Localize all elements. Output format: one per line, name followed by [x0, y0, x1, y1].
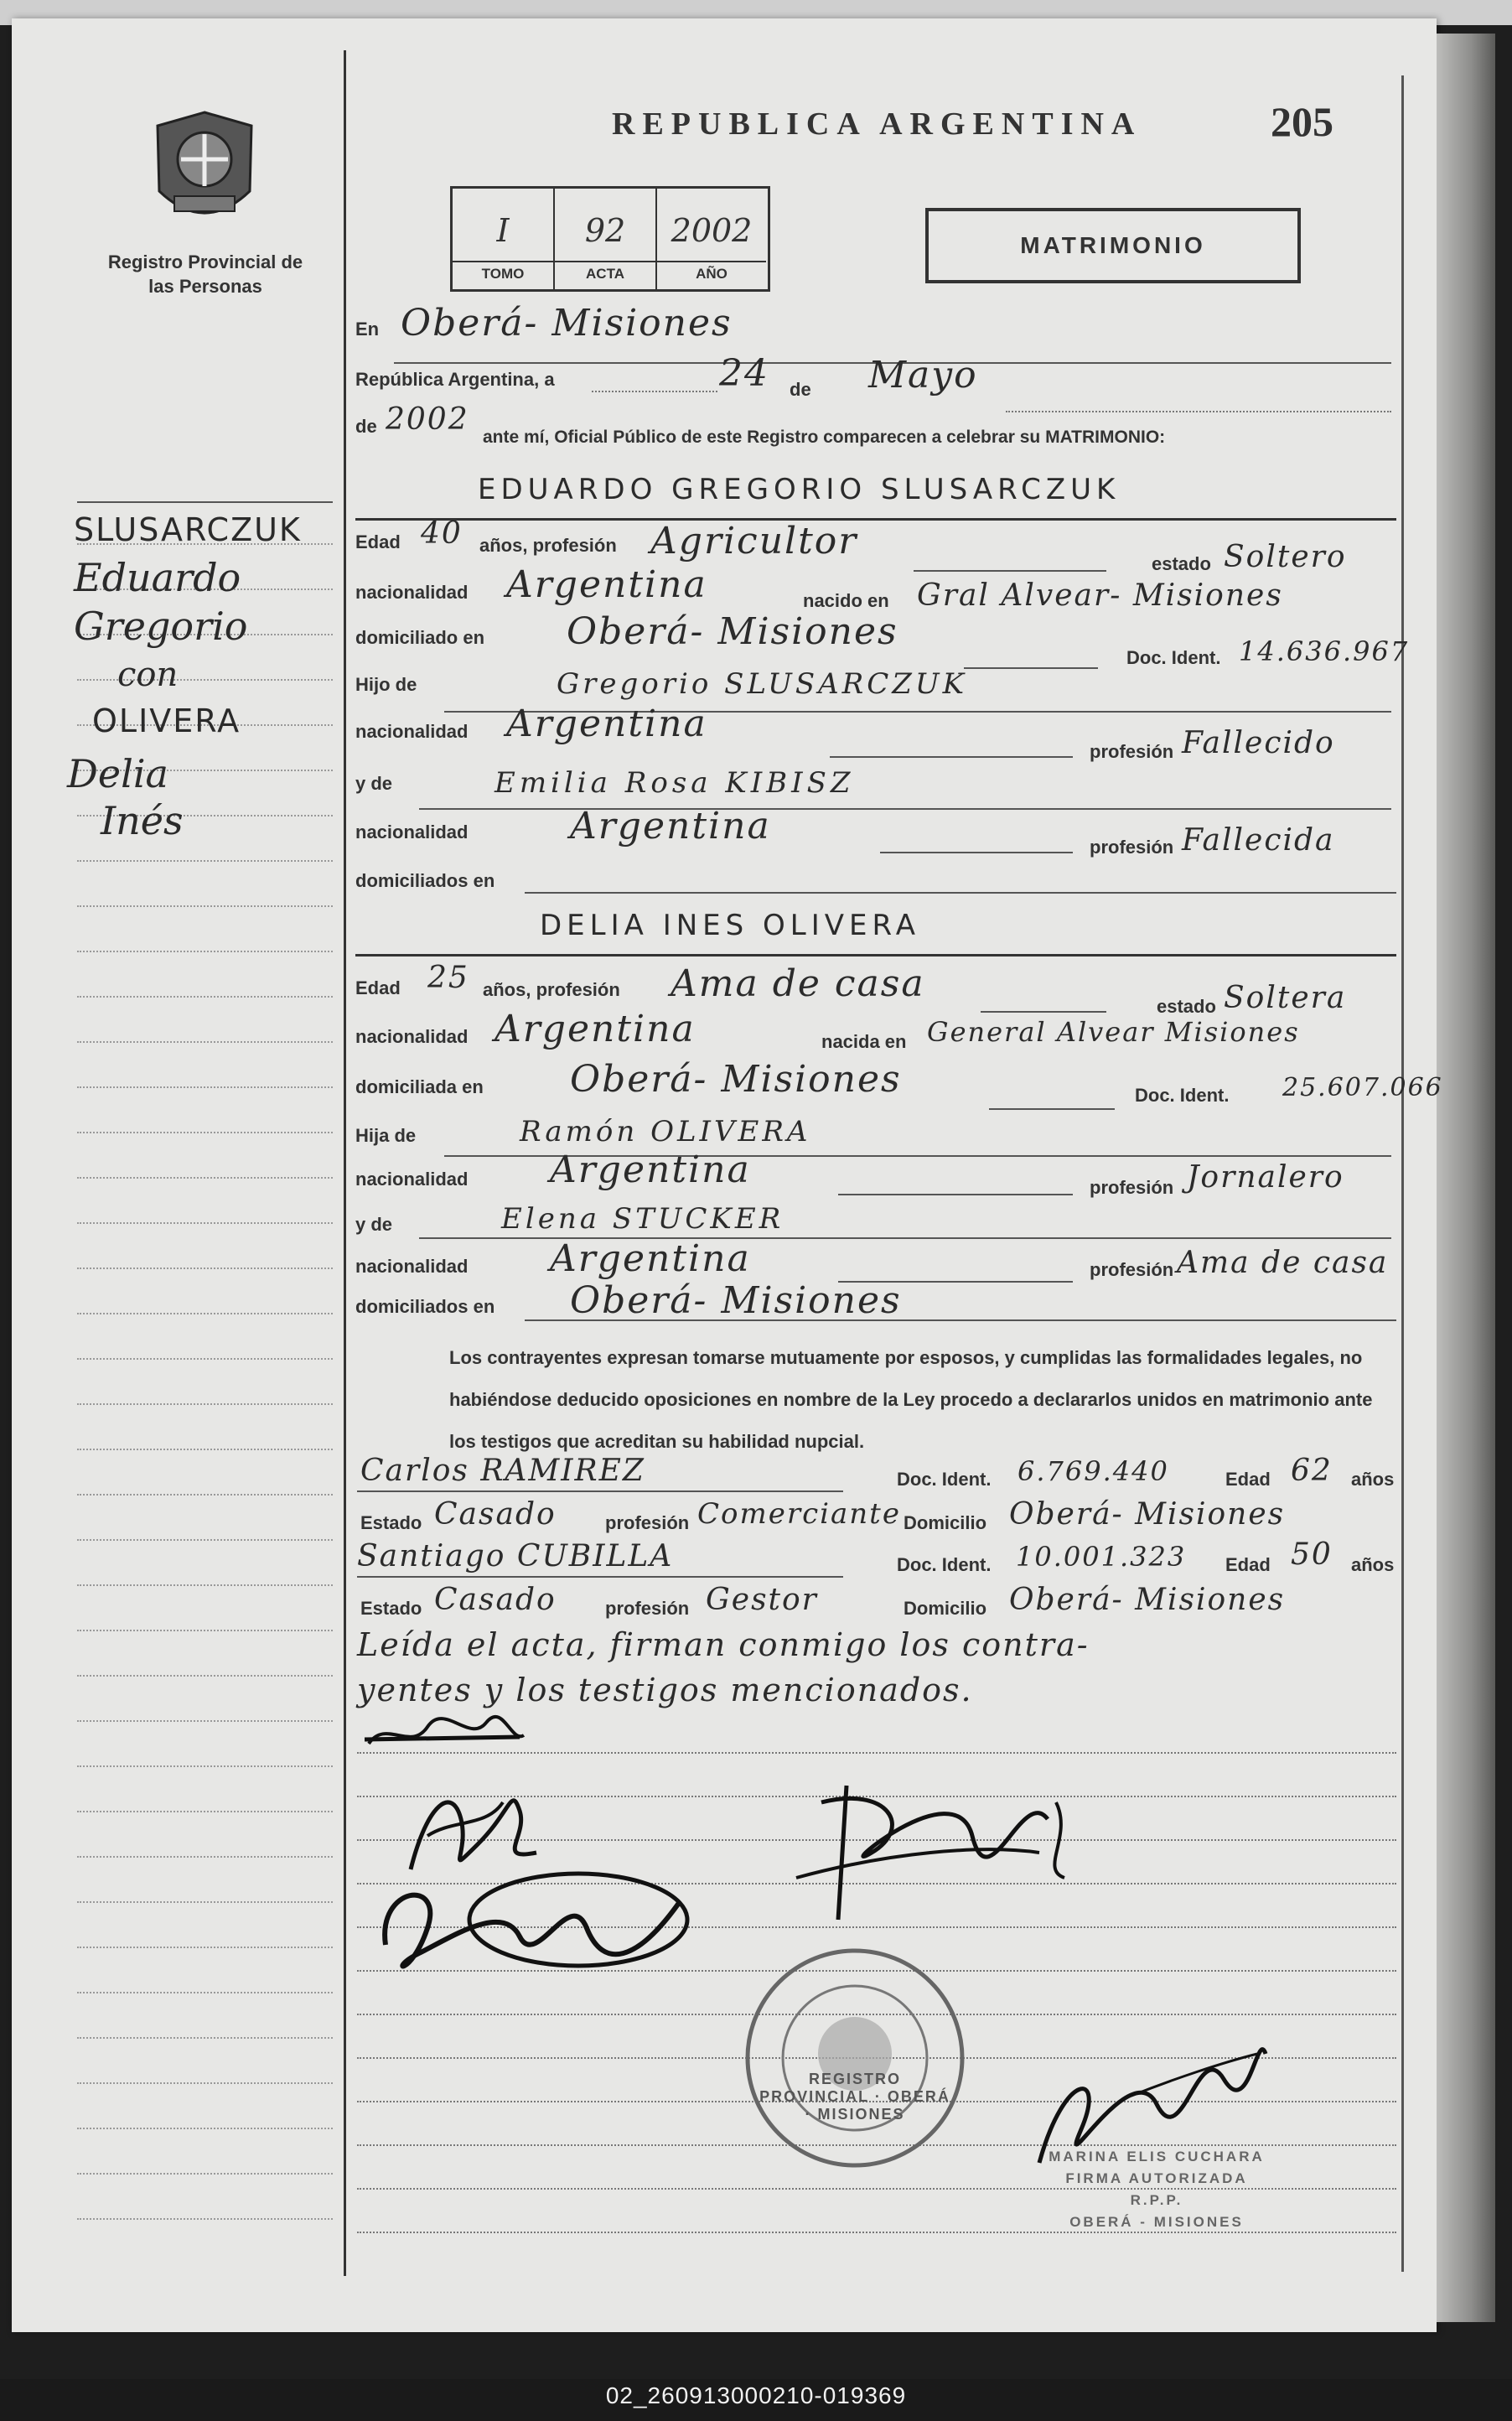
- rule: [981, 1011, 1106, 1013]
- margin-ruled-line: [77, 996, 333, 998]
- bride-edad-label: Edad: [355, 977, 401, 998]
- country-title: REPUBLICA ARGENTINA: [612, 106, 1142, 142]
- bride-estado-label: estado: [1157, 996, 1216, 1017]
- bride-nationality: Argentina: [495, 1008, 696, 1050]
- groom-doc-label: Doc. Ident.: [1126, 647, 1221, 668]
- tomo-label: TOMO: [453, 261, 553, 283]
- margin-bride-name: Delia: [67, 751, 168, 796]
- witness2-age: 50: [1291, 1537, 1333, 1572]
- intro-statement: ante mí, Oficial Público de este Registro comparecen a celebrar su MATRIMONIO:: [483, 428, 1166, 447]
- margin-ruled-line: [77, 1132, 333, 1134]
- groom-birthplace: Gral Alvear- Misiones: [917, 578, 1283, 613]
- bride-doc-label: Doc. Ident.: [1135, 1085, 1230, 1106]
- margin-ruled-line: [77, 2128, 333, 2130]
- bride-father-nationality: Argentina: [550, 1148, 751, 1191]
- witness2-doc: 10.001.323: [1016, 1541, 1187, 1573]
- bride-nacionalidad-label: nacionalidad: [355, 1026, 469, 1047]
- witness1-estado: Casado: [434, 1497, 557, 1532]
- margin-ruled-line: [77, 1222, 333, 1225]
- margin-divider: [344, 50, 346, 2276]
- bride-signature: [369, 1853, 696, 1978]
- margin-ruled-line: [77, 1630, 333, 1632]
- groom-name-line: [355, 518, 1396, 521]
- groom-nationality: Argentina: [506, 563, 707, 606]
- witness1-doc: 6.769.440: [1017, 1455, 1169, 1487]
- witness2-anos-label: años: [1351, 1554, 1395, 1575]
- witness1-domicilio-label: Domicilio: [904, 1512, 987, 1533]
- groom-profession: Agricultor: [650, 520, 858, 562]
- margin-ruled-line: [77, 1539, 333, 1542]
- groom-estado-label: estado: [1152, 553, 1211, 574]
- rule: [914, 570, 1106, 572]
- margin-ruled-line: [77, 2173, 333, 2175]
- groom-father-profession: Fallecido: [1182, 726, 1335, 760]
- bride-name: DELIA INES OLIVERA: [540, 909, 921, 942]
- margin-ruled-line: [77, 860, 333, 863]
- bride-mother-nationality: Argentina: [550, 1237, 751, 1280]
- margin-bride-second-name: Inés: [101, 798, 184, 843]
- groom-hijo-label: Hijo de: [355, 674, 417, 695]
- witness1-edad-label: Edad: [1225, 1469, 1271, 1490]
- witness1-profession: Comerciante: [697, 1497, 901, 1531]
- rule: [989, 1108, 1115, 1110]
- de-label: de: [790, 379, 811, 400]
- margin-ruled-line: [77, 2037, 333, 2040]
- rule: [525, 892, 1396, 894]
- bride-domicile: Oberá- Misiones: [570, 1058, 902, 1101]
- record-type-box: MATRIMONIO: [925, 208, 1301, 283]
- groom-estado: Soltero: [1224, 540, 1347, 574]
- groom-domiciliado-label: domiciliado en: [355, 627, 485, 648]
- official-title: FIRMA AUTORIZADA: [1065, 2170, 1248, 2186]
- witness2-doc-label: Doc. Ident.: [897, 1554, 992, 1575]
- witness2-profession: Gestor: [706, 1583, 818, 1617]
- bride-birthplace: General Alvear Misiones: [927, 1016, 1300, 1048]
- witness2-domicile: Oberá- Misiones: [1009, 1583, 1286, 1617]
- witness2-estado: Casado: [434, 1583, 557, 1617]
- groom-father-prof-label: profesión: [1090, 741, 1174, 762]
- acta-value: 92: [584, 212, 626, 249]
- bride-father: Ramón OLIVERA: [520, 1115, 811, 1148]
- bride-mother: Elena STUCKER: [501, 1202, 784, 1236]
- rule: [964, 667, 1098, 669]
- year-prefix: de: [355, 416, 377, 437]
- groom-edad-label: Edad: [355, 531, 401, 552]
- groom-doc: 14.636.967: [1239, 635, 1410, 667]
- footer-code: 02_260913000210-019369: [605, 2382, 907, 2408]
- margin-ruled-line: [77, 1041, 333, 1044]
- bride-name-line: [355, 954, 1396, 956]
- witness2-name: Santiago CUBILLA: [357, 1539, 674, 1573]
- stamp-text: REGISTRO PROVINCIAL · OBERÁ · MISIONES: [759, 2071, 950, 2123]
- bride-yde-label: y de: [355, 1214, 393, 1235]
- closing-note-line2: yentes y los testigos mencionados.: [357, 1672, 973, 1708]
- groom-domiciliados-label: domiciliados en: [355, 870, 495, 891]
- margin-ruled-line: [77, 1494, 333, 1496]
- groom-mother-nationality: Argentina: [570, 805, 771, 848]
- margin-ruled-line: [77, 1086, 333, 1089]
- witness2-estado-label: Estado: [360, 1598, 422, 1619]
- margin-ruled-line: [77, 1675, 333, 1677]
- margin-ruled-line: [77, 1403, 333, 1406]
- en-label: En: [355, 319, 380, 340]
- bride-age: 25: [427, 961, 469, 995]
- rule: [357, 1576, 843, 1578]
- acta-cell: [555, 189, 657, 289]
- dot-line: [1006, 411, 1391, 412]
- witness1-anos-label: años: [1351, 1469, 1395, 1490]
- closing-note-line1: Leída el acta, firman conmigo los contra-: [357, 1626, 1090, 1663]
- month-value: Mayo: [868, 354, 978, 397]
- dot-line: [592, 391, 717, 392]
- rule: [838, 1194, 1073, 1195]
- book-edge: [1437, 34, 1495, 2322]
- witness1-doc-label: Doc. Ident.: [897, 1469, 992, 1490]
- margin-ruled-line: [77, 1992, 333, 1994]
- witness1-name: Carlos RAMIREZ: [360, 1454, 645, 1488]
- bride-profesion-label: años, profesión: [483, 979, 620, 1000]
- bride-mother-prof-label: profesión: [1090, 1259, 1174, 1280]
- groom-age: 40: [421, 516, 463, 551]
- republica-label: República Argentina, a: [355, 369, 555, 390]
- margin-ruled-line: [77, 1901, 333, 1904]
- bride-father-nat-label: nacionalidad: [355, 1169, 469, 1190]
- rule: [419, 808, 1391, 810]
- official-location: OBERÁ - MISIONES: [1069, 2214, 1244, 2230]
- record-reference-table: [450, 186, 770, 292]
- acta-label: ACTA: [555, 261, 655, 283]
- margin-con: con: [117, 656, 179, 694]
- ano-value: 2002: [671, 212, 753, 249]
- margin-line: [77, 501, 333, 504]
- margin-ruled-line: [77, 679, 333, 682]
- year-value: 2002: [386, 402, 469, 437]
- ano-label: AÑO: [657, 261, 766, 283]
- groom-mother-prof-label: profesión: [1090, 837, 1174, 858]
- groom-mother: Emilia Rosa KIBISZ: [495, 766, 855, 800]
- official-name: MARINA ELIS CUCHARA: [1049, 2149, 1265, 2164]
- margin-ruled-line: [77, 1856, 333, 1859]
- groom-father: Gregorio SLUSARCZUK: [557, 667, 967, 701]
- bride-domiciliados-label: domiciliados en: [355, 1296, 495, 1317]
- groom-nacido-label: nacido en: [803, 590, 889, 611]
- margin-ruled-line: [77, 905, 333, 908]
- groom-nacionalidad-label: nacionalidad: [355, 582, 469, 603]
- margin-second-name: Gregorio: [74, 604, 248, 649]
- rule: [830, 756, 1073, 758]
- groom-yde-label: y de: [355, 773, 393, 794]
- witness2-edad-label: Edad: [1225, 1554, 1271, 1575]
- bride-parents-domicile: Oberá- Misiones: [570, 1279, 902, 1322]
- margin-bride-surname: OLIVERA: [92, 702, 241, 739]
- tomo-value: I: [496, 212, 510, 249]
- margin-ruled-line: [77, 1811, 333, 1813]
- margin-surname: SLUSARCZUK: [74, 511, 302, 548]
- margin-ruled-line: [77, 1765, 333, 1768]
- margin-ruled-line: [77, 1268, 333, 1270]
- margin-ruled-line: [77, 1177, 333, 1179]
- margin-ruled-line: [77, 2218, 333, 2221]
- right-divider: [1401, 75, 1404, 2272]
- groom-mother-nat-label: nacionalidad: [355, 822, 469, 842]
- witness1-domicile: Oberá- Misiones: [1009, 1497, 1286, 1532]
- struck-out-signature: [360, 1710, 528, 1760]
- groom-father-nat-label: nacionalidad: [355, 721, 469, 742]
- margin-ruled-line: [77, 1584, 333, 1587]
- witness1-estado-label: Estado: [360, 1512, 422, 1533]
- margin-ruled-line: [77, 1449, 333, 1451]
- bride-father-prof-label: profesión: [1090, 1177, 1174, 1198]
- registry-label: Registro Provincial de las Personas: [107, 251, 303, 297]
- bride-mother-profession: Ama de casa: [1177, 1246, 1389, 1280]
- bride-estado: Soltera: [1224, 981, 1347, 1015]
- margin-given-name: Eduardo: [74, 555, 241, 600]
- witness-signature: [788, 1752, 1106, 1936]
- margin-ruled-line: [77, 951, 333, 953]
- margin-ruled-line: [77, 2082, 333, 2085]
- witness1-profesion-label: profesión: [605, 1512, 690, 1533]
- official-signature-block: [989, 2146, 1324, 2233]
- page-number: 205: [1271, 98, 1333, 145]
- rule: [880, 852, 1073, 853]
- bride-doc: 25.607.066: [1282, 1073, 1443, 1102]
- groom-mother-profession: Fallecida: [1182, 823, 1335, 858]
- provincial-seal-icon: [151, 109, 258, 235]
- groom-father-nationality: Argentina: [506, 702, 707, 745]
- witness2-domicilio-label: Domicilio: [904, 1598, 987, 1619]
- official-office: R.P.P.: [1130, 2192, 1183, 2208]
- rule: [357, 1490, 843, 1492]
- registry-stamp: [742, 1945, 968, 2171]
- witness2-profesion-label: profesión: [605, 1598, 690, 1619]
- bride-mother-nat-label: nacionalidad: [355, 1256, 469, 1277]
- groom-domicile: Oberá- Misiones: [567, 610, 898, 653]
- bride-hija-label: Hija de: [355, 1125, 417, 1146]
- day-value: 24: [719, 352, 769, 395]
- witness1-age: 62: [1291, 1454, 1333, 1488]
- bride-profession: Ama de casa: [671, 962, 925, 1005]
- tomo-cell: [453, 189, 555, 289]
- margin-ruled-line: [77, 1947, 333, 1949]
- margin-ruled-line: [77, 1313, 333, 1315]
- margin-ruled-line: [77, 1358, 333, 1361]
- margin-ruled-line: [77, 1720, 333, 1723]
- place-value: Oberá- Misiones: [401, 302, 733, 345]
- bride-father-profession: Jornalero: [1187, 1160, 1344, 1195]
- groom-profesion-label: años, profesión: [479, 535, 617, 556]
- groom-name: EDUARDO GREGORIO SLUSARCZUK: [478, 473, 1121, 506]
- bride-domiciliada-label: domiciliada en: [355, 1076, 484, 1097]
- ano-cell: [657, 189, 766, 289]
- rule: [525, 1319, 1396, 1321]
- bride-nacida-label: nacida en: [821, 1031, 907, 1052]
- declaration-text: Los contrayentes expresan tomarse mutuamente por esposos, y cumplidas las formalidades legales, no habiéndose deducido oposiciones en nombre de la Ley procedo a declararlos unidos en matrimonio ante los testigos que acreditan su habilidad nupcial.: [449, 1347, 1373, 1452]
